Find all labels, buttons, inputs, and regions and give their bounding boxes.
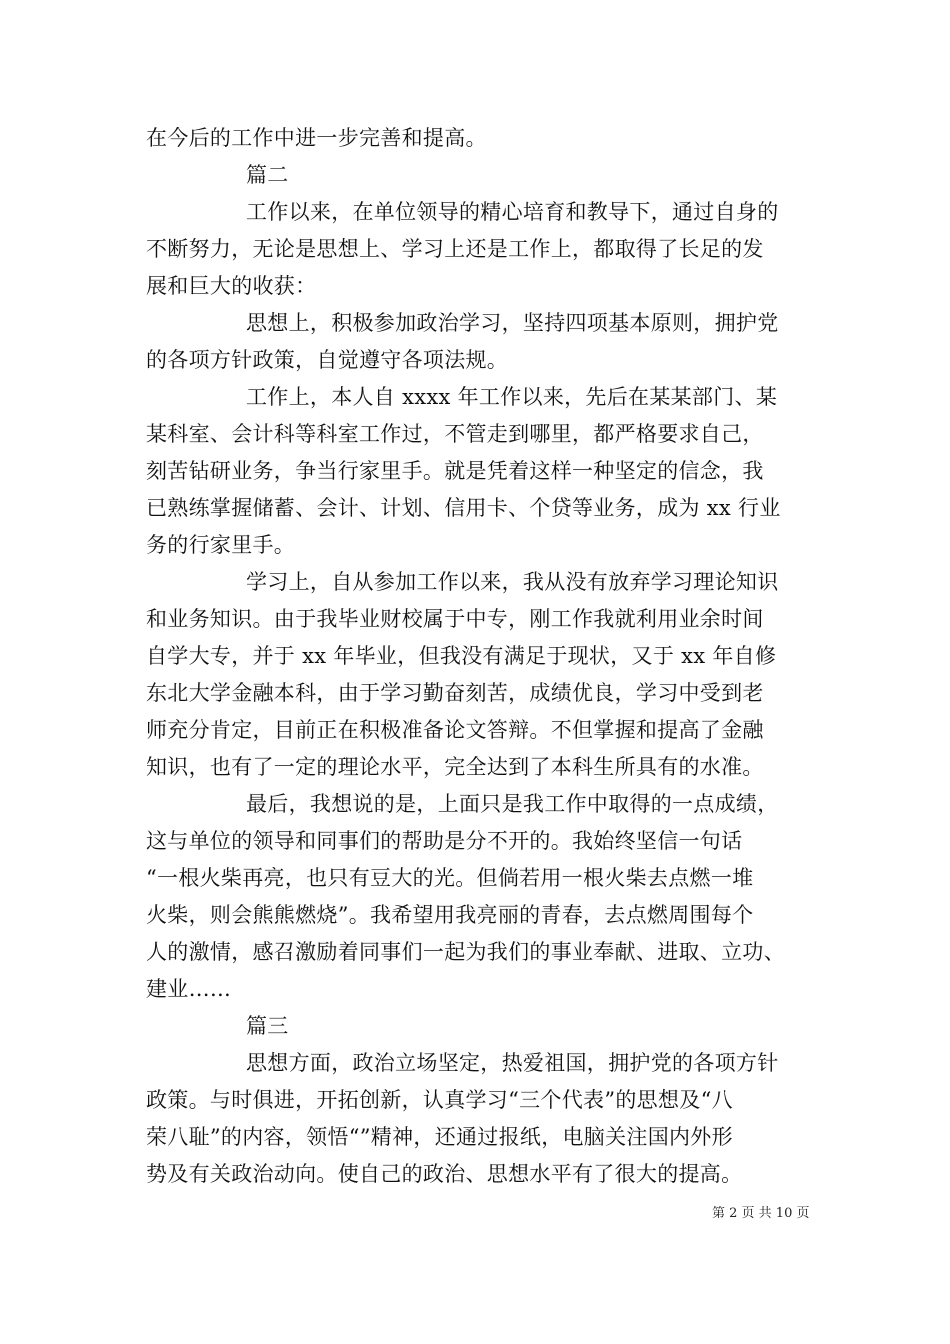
text-line: 东北大学金融本科，由于学习勤奋刻苦，成绩优良，学习中受到老 [146,681,764,705]
text-line: 思想方面，政治立场坚定，热爱祖国，拥护党的各项方针 [246,1051,779,1075]
text-line: 思想上，积极参加政治学习，坚持四项基本原则，拥护党 [246,311,779,335]
text-line: “一根火柴再亮，也只有豆大的光。但倘若用一根火柴去点燃一堆 [146,866,754,890]
text-line: 自学大专，并于 xx 年毕业，但我没有满足于现状，又于 xx 年自修 [146,644,777,668]
text-line: 某科室、会计科等科室工作过，不管走到哪里，都严格要求自己， [146,422,764,446]
text-line: 已熟练掌握储蓄、会计、计划、信用卡、个贷等业务，成为 xx 行业 [146,496,781,520]
page-number-footer: 第 2 页 共 10 页 [712,1206,810,1221]
text-line: 展和巨大的收获： [146,274,317,298]
text-line: 不断努力，无论是思想上、学习上还是工作上，都取得了长足的发 [146,237,764,261]
text-line: 和业务知识。由于我毕业财校属于中专，刚工作我就利用业余时间 [146,607,764,631]
text-line: 荣八耻”的内容，领悟“”精神，还通过报纸，电脑关注国内外形 [146,1125,733,1149]
section-heading: 篇二 [246,163,289,187]
text-line: 势及有关政治动向。使自己的政治、思想水平有了很大的提高。 [146,1162,743,1186]
text-line: 师充分肯定，目前正在积极准备论文答辩。不但掌握和提高了金融 [146,718,764,742]
text-line: 这与单位的领导和同事们的帮助是分不开的。我始终坚信一句话 [146,829,743,853]
text-line: 火柴，则会熊熊燃烧”。我希望用我亮丽的青春，去点燃周围每个 [146,903,754,927]
text-line: 务的行家里手。 [146,533,296,557]
text-line: 的各项方针政策，自觉遵守各项法规。 [146,348,509,372]
text-line: 最后，我想说的是，上面只是我工作中取得的一点成绩， [246,792,779,816]
text-line: 工作以来，在单位领导的精心培育和教导下，通过自身的 [246,200,779,224]
section-heading: 篇三 [246,1014,289,1038]
text-line: 在今后的工作中进一步完善和提高。 [146,126,487,150]
text-line: 建业…… [146,977,232,1001]
text-line: 工作上，本人自 xxxx 年工作以来，先后在某某部门、某 [246,385,778,409]
text-line: 知识，也有了一定的理论水平，完全达到了本科生所具有的水准。 [146,755,764,779]
text-line: 人的激情，感召激励着同事们一起为我们的事业奉献、进取、立功、 [146,940,785,964]
text-line: 政策。与时俱进，开拓创新，认真学习“三个代表”的思想及“八 [146,1088,733,1112]
text-line: 学习上，自从参加工作以来，我从没有放弃学习理论知识 [246,570,779,594]
text-line: 刻苦钻研业务，争当行家里手。就是凭着这样一种坚定的信念，我 [146,459,764,483]
